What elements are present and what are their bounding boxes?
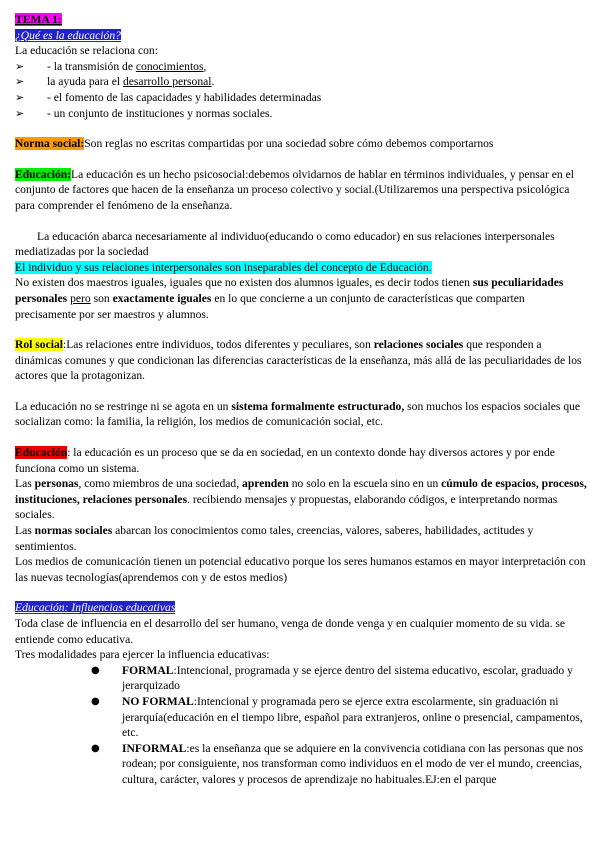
educacion-paragraph: Educación:La educación es un hecho psicosocial:debemos olvidarnos de hablar en términos individuales, y pensar en el conjunto de factores que hacen de la enseñanza un proceso colectivo y social.(Utilizaremos una perspectiva psicológica para comprender el fenómeno de la enseñanza. — [15, 167, 574, 212]
arrow-bullet-icon: ➢ — [15, 90, 25, 104]
rol-social-paragraph: Rol social:Las relaciones entre individuos, todos diferentes y peculiares, son relaciones sociales que responden a dinámicas comunes y que condicionan las diferencias características de la enseñanza, más allá de las peculiaridades de los actores que la protagonizan. — [15, 338, 582, 383]
personas-paragraph: Las personas, como miembros de una sociedad, aprenden no solo en la escuela sino en un cúmulo de espacios, procesos, instituciones, relaciones personales. recibiendo mensajes y propuestas, elaborando códigos, e interpretando normas sociales. — [15, 477, 587, 522]
list-item: ➢ - el fomento de las capacidades y habilidades determinadas — [15, 90, 322, 104]
list-item: ➢ la ayuda para el desarrollo personal. — [15, 75, 215, 89]
bullet-icon: ● — [91, 742, 100, 754]
bullet-icon: ● — [91, 695, 100, 707]
educacion-term: Educación: — [15, 167, 72, 181]
list-item: ➢ - un conjunto de instituciones y normas sociales. — [15, 106, 273, 120]
arrow-bullet-icon: ➢ — [15, 59, 25, 73]
intro-text: La educación se relaciona con: — [15, 44, 158, 58]
arrow-bullet-icon: ➢ — [15, 75, 25, 89]
educacion-sociedad-paragraph: Educación: la educación es un proceso que se da en sociedad, en un contexto donde hay diversos actores y por ende funciona como un sistema. — [15, 446, 555, 475]
educacion-term-2: Educación — [15, 446, 68, 460]
relations-list — [15, 59, 587, 121]
topic-title: TEMA 1: — [15, 13, 62, 26]
influencias-text: Toda clase de influencia en el desarrollo del ser humano, venga de donde venga y en cualquier momento de su vida. se entiende como educativa. — [15, 617, 566, 646]
norma-social-term: Norma social: — [15, 137, 85, 151]
modalidades-intro: Tres modalidades para ejercer la influencia educativas: — [15, 648, 270, 662]
medios-paragraph: Los medios de comunicación tienen un potencial educativo porque los seres humanos estamos en mayor interpretación con las nuevas tecnologías(aprendemos con y de estos medios) — [15, 555, 586, 584]
document-page — [15, 12, 587, 788]
bullet-icon: ● — [91, 664, 100, 676]
list-item: ● NO FORMAL:Intencional y programada pero se ejerce extra escolarmente, sin graduación ni jerarquía(educación en el tiempo libre, español para extranjeros, online o presencial, campamentos, etc. — [91, 694, 583, 740]
list-item: ● INFORMAL:es la enseñanza que se adquiere en la convivencia cotidiana con las personas que nos rodean; por consiguiente, nos transforman como individuos en el modo de ver el mundo, creencias, cultura, carácter, valores y procesos de aprendizaje no habituales.EJ:en el parque — [91, 741, 584, 786]
sistema-paragraph: La educación no se restringe ni se agota en un sistema formalmente estructurado, son muchos los espacios sociales que socializan como: la familia, la religión, los medios de comunicación social, etc. — [15, 399, 581, 429]
list-item: ➢ - la transmisión de conocimientos, — [15, 59, 207, 73]
maestros-paragraph: No existen dos maestros iguales, iguales que no existen dos alumnos iguales, es decir todos tienen sus peculiaridades personales pero son exactamente iguales en lo que concierne a un conjunto de características que comparten precisamente por ser maestros y alumnos. — [15, 276, 564, 321]
modalidades-list — [15, 663, 587, 788]
normas-sociales-paragraph: Las normas sociales abarcan los conocimientos como tales, creencias, valores, saberes, habilidades, actitudes y sentimientos. — [15, 524, 534, 553]
rol-social-term: Rol social — [15, 338, 63, 352]
norma-social-paragraph: Norma social:Son reglas no escritas compartidas por una sociedad sobre cómo debemos comportarnos — [15, 137, 494, 151]
section-heading-que-es: ¿Qué es la educación? — [15, 28, 121, 42]
list-item: ● FORMAL:Intencional, programada y se ejerce dentro del sistema educativo, escolar, graduado y jerarquizado — [91, 663, 573, 693]
abarca-paragraph: La educación abarca necesariamente al individuo(educando o como educador) en sus relaciones interpersonales mediatizadas por la sociedad — [15, 229, 555, 259]
highlight-sentence: El individuo y sus relaciones interpersonales son inseparables del concepto de Educación. — [15, 260, 432, 274]
section-heading-influencias: Educación: Influencias educativas — [15, 601, 176, 615]
arrow-bullet-icon: ➢ — [15, 106, 25, 120]
